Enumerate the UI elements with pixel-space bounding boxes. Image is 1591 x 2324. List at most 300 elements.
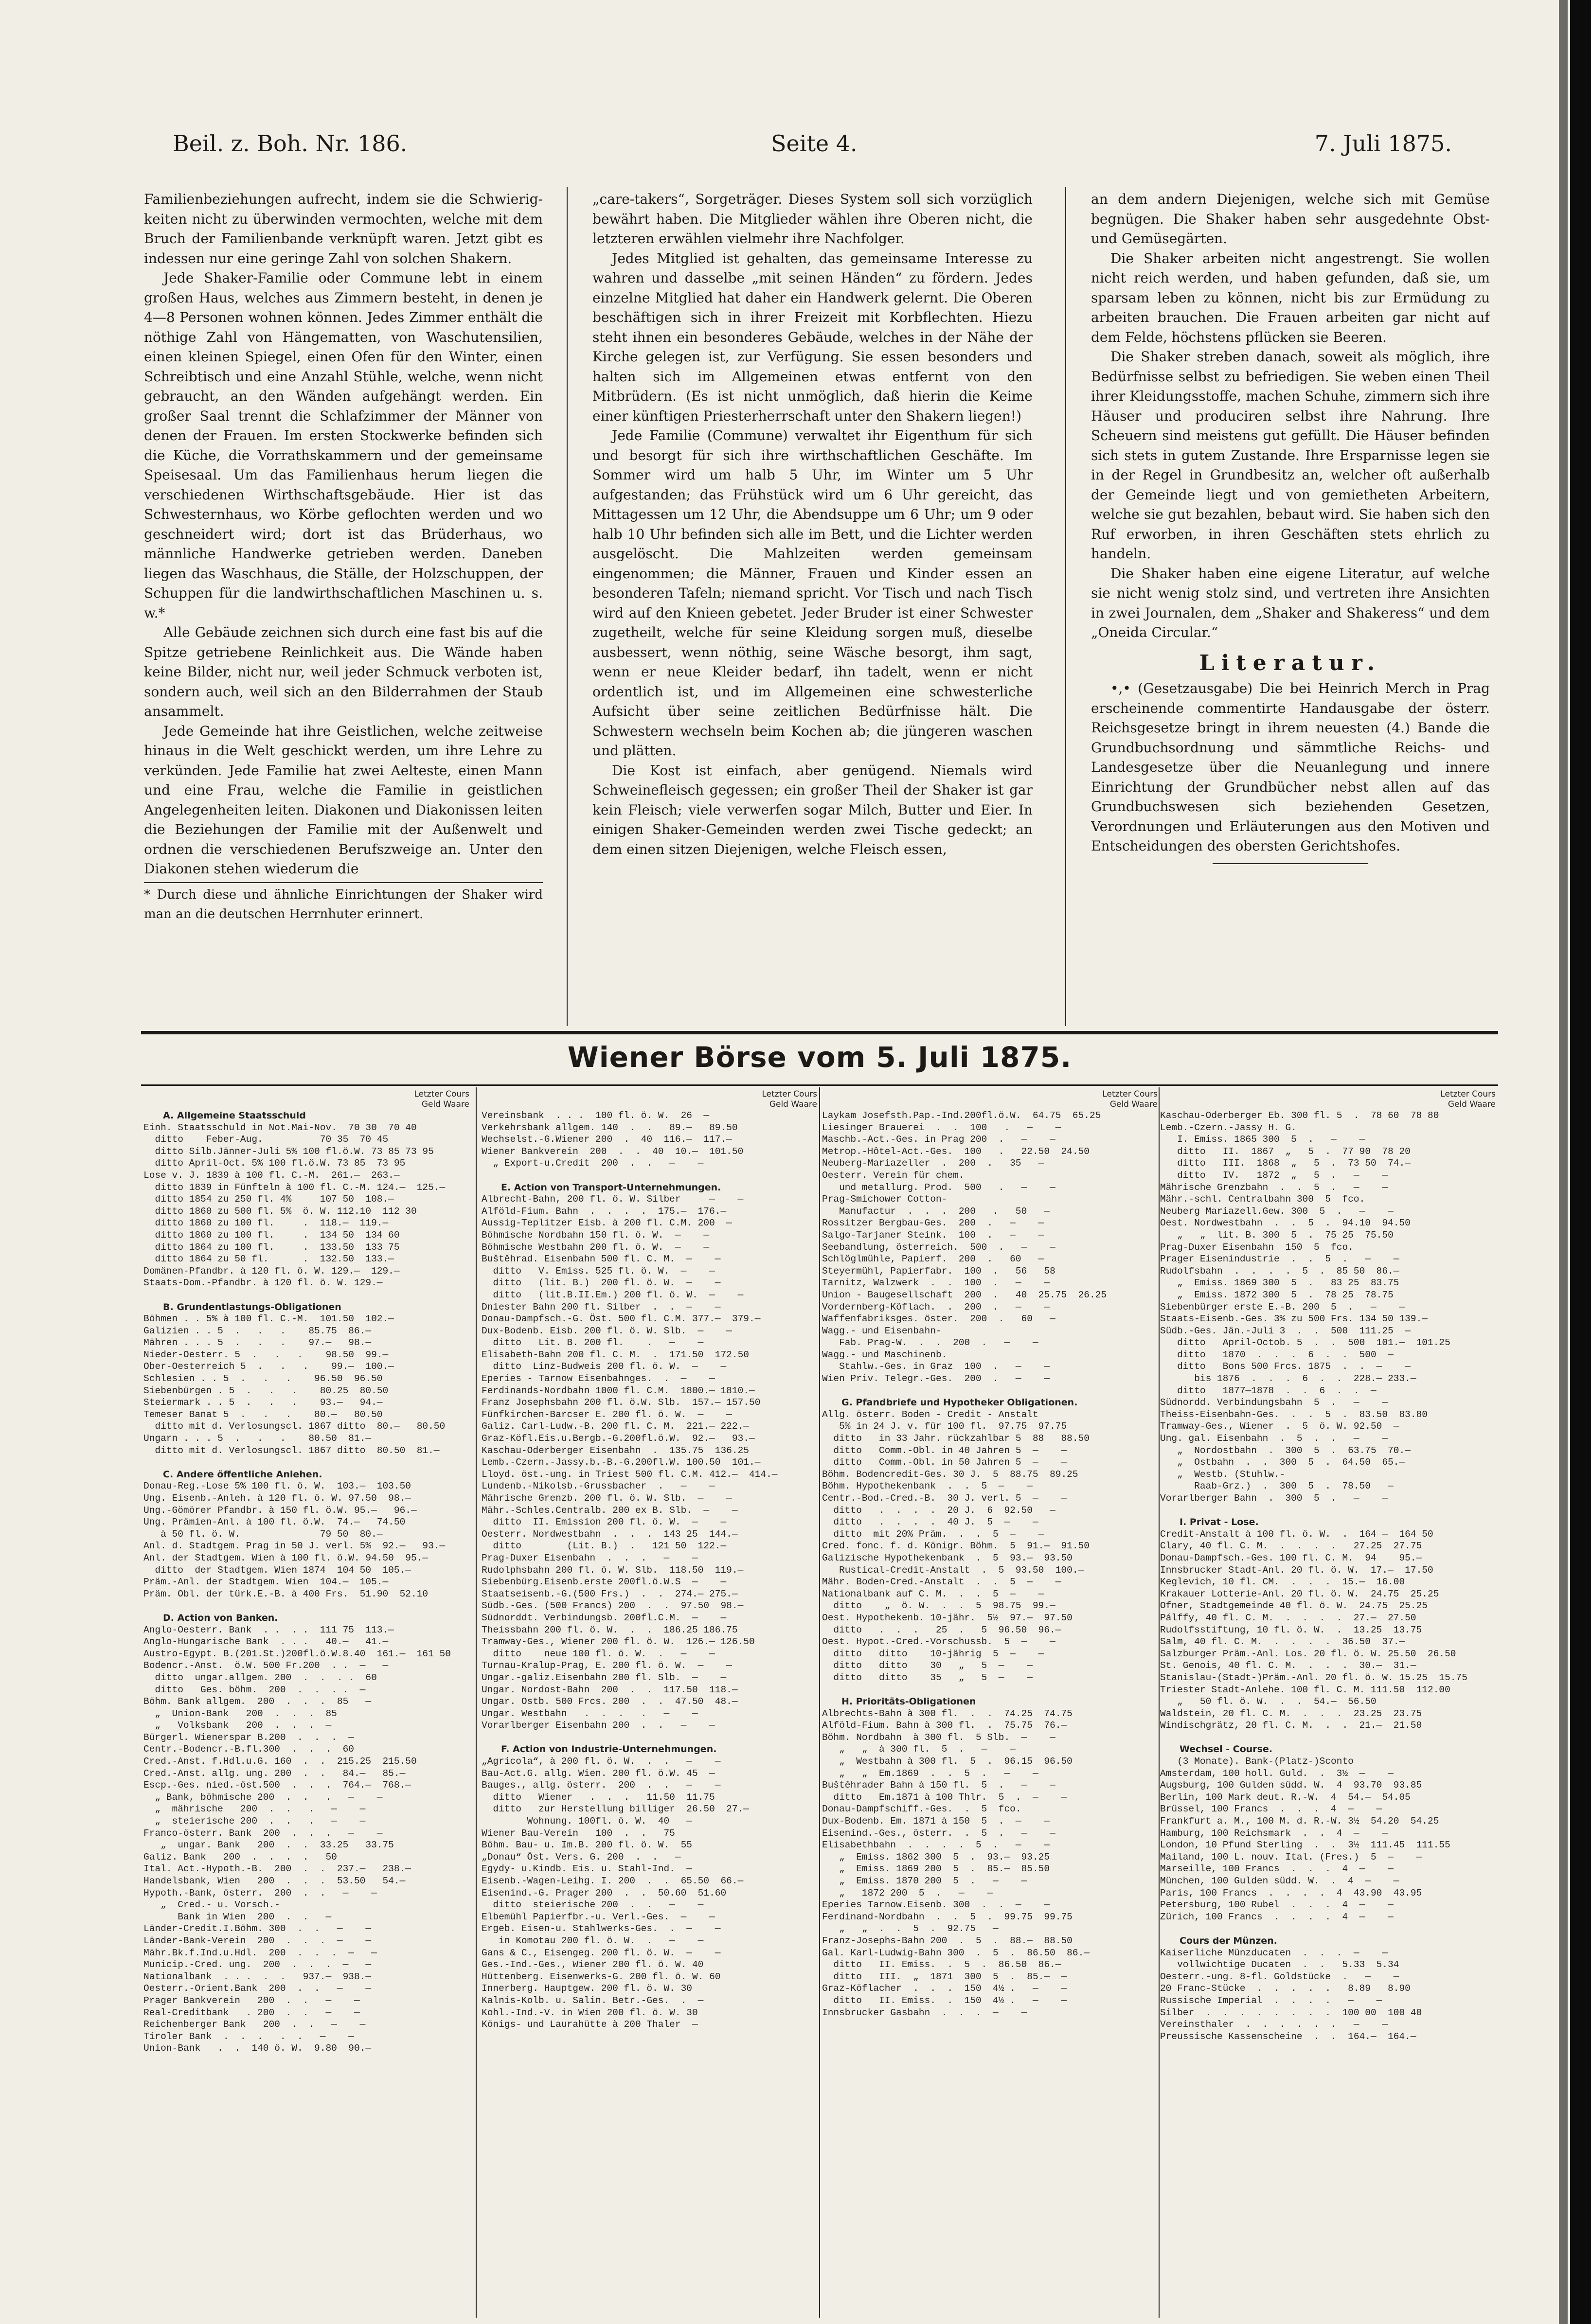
quote-row: Kaschau-Oderberger Eisenbahn . 135.75 136.25 xyxy=(482,1445,749,1456)
quote-row: Ung. Eisenb.-Anleh. à 120 fl. ö. W. 97.50 98.— xyxy=(143,1493,411,1504)
column-divider xyxy=(567,187,568,1026)
section-end-rule xyxy=(1213,863,1368,864)
quote-row: Marseille, 100 Francs . . . 4 — — xyxy=(1160,1863,1394,1875)
quote-row: Innsbrucker Stadt-Anl. 20 fl. ö. W. 17.— 17.50 xyxy=(1160,1564,1433,1576)
quote-row: Nieder-Oesterr. 5 . . . 98.50 99.— xyxy=(143,1349,389,1360)
section-rule xyxy=(141,1084,1498,1086)
quote-row: Böhmen . . 5% à 100 fl. C.-M. 101.50 102.— xyxy=(143,1313,394,1325)
quote-row: „Agricola“, à 200 fl. ö. W. . . — — xyxy=(482,1756,721,1767)
paragraph: Die Shaker arbeiten nicht angestrengt. Sie wollen nicht reich werden, und haben gefunden, daß sie, um sparsam leben zu können, nicht bis zur Ermüdung zu arbeiten brauchen. Die Frauen arbeiten gar nicht auf dem Felde, höchstens pflücken sie Beeren. xyxy=(1091,250,1490,345)
quote-row: Maschb.-Act.-Ges. in Prag 200 . — — xyxy=(822,1134,1055,1145)
quote-row: Neuberg Mariazell.Gew. 300 5 . — — xyxy=(1160,1206,1394,1217)
quote-row: Elbemühl Papierfbr.-u. Verl.-Ges. — — xyxy=(482,1911,715,1922)
quote-row: Mähr.Bk.f.Ind.u.Hdl. 200 . . . — — xyxy=(143,1947,377,1958)
quote-row: Vorarlberger Bahn . 300 5 . — — xyxy=(1160,1493,1388,1504)
paragraph: Familienbeziehungen aufrecht, indem sie die Schwierig-keiten nicht zu überwinden vermochten, welche mit dem Bruch der Familienbande verknüpft waren. Jetzt gibt es indessen nur eine geringe Zahl von solchen Shakern. xyxy=(144,191,543,266)
quote-row: ditto . . . 25 . 5 96.50 96.— xyxy=(822,1624,1061,1635)
quote-row: und metallurg. Prod. 500 . — — xyxy=(822,1182,1055,1193)
quote-row: Anglo-Hungarische Bank . . . 40.— 41.— xyxy=(143,1636,389,1648)
exchange-column xyxy=(143,1089,469,2315)
quote-row: „ Bank, böhmische 200 . . . — — xyxy=(143,1792,383,1803)
quote-row: „ „ à 300 fl. 5 . — — xyxy=(822,1744,1016,1755)
quote-row: Elisabeth-Bahn 200 fl. C. M. . 171.50 172.50 xyxy=(482,1349,749,1360)
quote-row: ditto 1877—1878 . . 6 . . — xyxy=(1160,1385,1376,1396)
quote-row: „ ungar. Bank 200 . . 33.25 33.75 xyxy=(143,1840,394,1851)
quote-row: Wechselst.-G.Wiener 200 . 40 116.— 117.— xyxy=(482,1134,732,1145)
quote-row: (3 Monate). Bank-(Platz-)Sconto xyxy=(1160,1756,1354,1767)
quote-row: Prag-Duxer Eisenbahn . . . — — xyxy=(482,1552,698,1563)
quote-row: Südb.-Ges. Jän.-Juli 3 . . 500 111.25 — xyxy=(1160,1325,1411,1336)
quote-row: Galiz. Carl-Ludw.-B. 200 fl. C. M. 221.— 222.— xyxy=(482,1421,749,1432)
quote-row: Prager Eisenindustrie . . 5 . — — xyxy=(1160,1254,1399,1265)
quote-row: Ung.-Gömörer Pfandbr. à 150 fl. ö.W. 95.— 96.— xyxy=(143,1505,417,1516)
quote-row: Ges.-Ind.-Ges., Wiener 200 fl. ö. W. 40 xyxy=(482,1959,704,1970)
quote-row: Lloyd. öst.-ung. in Triest 500 fl. C.M. 412.— 414.— xyxy=(482,1469,778,1480)
quote-row: Brüssel, 100 Francs . . . 4 — — xyxy=(1160,1804,1382,1815)
quote-row: Ungar. Westbahn . . . . — — xyxy=(482,1708,698,1719)
quote-row: 5% in 24 J. v. für 100 fl. 97.75 97.75 xyxy=(822,1421,1067,1432)
quote-row: Steyermühl, Papierfabr. 100 . 56 58 xyxy=(822,1265,1055,1277)
page-header xyxy=(173,130,1452,164)
quote-row: ditto 1864 zu 50 fl. . 132.50 133.— xyxy=(143,1254,394,1265)
paragraph: Jedes Mitglied ist gehalten, das gemeinsame Interesse zu wahren und dasselbe „mit seinen Händen“ zu fördern. Jedes einzelne Mitglied hat daher ein Handwerk gelernt. Die Oberen beschäftigen sich in ihrer Freizeit mit Korbflechten. Hiezu steht ihnen ein besonderes Gebäude, welches in der Nähe der Kirche gelegen ist, zur Verfügung. Sie essen besonders und halten sich im Allgemeinen etwas entfernt von den Mitbrüdern. (Es ist nicht unmöglich, daß hierin die Keime einer künftigen Priesterherrschaft unter den Shakern liegen!) xyxy=(592,250,1033,424)
quote-row: Hypoth.-Bank, österr. 200 . . — — xyxy=(143,1887,377,1898)
quote-row: Turnau-Kralup-Prag, E. 200 fl. ö. W. — — xyxy=(482,1660,732,1671)
quote-row: Real-Creditbank . 200 . . — — xyxy=(143,2007,360,2018)
quote-row: ditto Bons 500 Frcs. 1875 . . — — xyxy=(1160,1361,1411,1372)
quote-row: Siebenbürgen . 5 . . . 80.25 80.50 xyxy=(143,1385,389,1396)
literatur-text: •,• (Gesetzausgabe) Die bei Heinrich Merch in Prag erscheinende commentirte Handausgabe der österr. Reichsgesetze bringt in ihrem neuesten (4.) Bande die Grundbuchsordnung und sämmtliche Reichs- und Landesgesetze über die Neuanlegung und innere Einrichtung der Grundbücher nebst allen auf das Grundbuchswesen sich beziehenden Gesetzen, Verordnungen und Erläuterungen aus den Motiven und Entscheidungen des obersten Gerichtshofes. xyxy=(1091,680,1490,854)
quote-row: Staatseisenb.-G.(500 Frs.) . . 274.— 275.— xyxy=(482,1588,738,1599)
page-number: Seite 4. xyxy=(771,130,858,157)
quote-row: Tiroler Bank . . . . . — — xyxy=(143,2031,354,2042)
quote-row: Centr.-Bodencr.-B.fl.300 . . . 60 xyxy=(143,1744,354,1755)
quote-row: „ Emiss. 1869 200 5 . 85.— 85.50 xyxy=(822,1863,1050,1875)
quote-row: „ Westb. (Stuhlw.- xyxy=(1160,1469,1286,1480)
spacer xyxy=(482,1732,817,1744)
quote-row: Anglo-Oesterr. Bank . . . . 111 75 113.— xyxy=(143,1624,394,1635)
quote-row: Amsterdam, 100 holl. Guld. . 3½ — — xyxy=(1160,1768,1394,1779)
quote-row: ditto zur Herstellung billiger 26.50 27.— xyxy=(482,1804,749,1815)
literatur-heading: Literatur. xyxy=(1199,650,1382,675)
footnote: * Durch diese und ähnliche Einrichtungen der Shaker wird man an die deutschen Herrnhuter erinnert. xyxy=(144,882,543,924)
quote-row: „ Volksbank 200 . . . — xyxy=(143,1720,332,1731)
quote-row: Frankfurt a. M., 100 M. d. R.-W. 3½ 54.20 54.25 xyxy=(1160,1816,1439,1827)
quote-row: Berlin, 100 Mark deut. R.-W. 4 54.— 54.05 xyxy=(1160,1792,1411,1803)
quote-row: Präm. Obl. der türk.E.-B. à 400 Frs. 51.90 52.10 xyxy=(143,1588,429,1599)
quote-row: Ungarn . . . 5 . . . 80.50 81.— xyxy=(143,1433,372,1444)
quote-row: „ Export-u.Credit 200 . . — — xyxy=(482,1158,704,1169)
quote-row: Graz-Köfl.Eis.u.Bergb.-G.200fl.ö.W. 92.— 93.— xyxy=(482,1433,755,1444)
quote-row: Vorarlberger Eisenbahn 200 . . — — xyxy=(482,1720,715,1731)
quote-row: Domänen-Pfandbr. à 120 fl. ö. W. 129.— 129.— xyxy=(143,1265,400,1277)
quote-row: Allg. österr. Boden - Credit - Anstalt xyxy=(822,1409,1038,1420)
quote-row: ditto 1839 in Fünfteln à 100 fl. C.-M. 124.— 125.— xyxy=(143,1182,446,1193)
quote-row: Eperies - Tarnow Eisenbahnges. . — — xyxy=(482,1373,715,1384)
quote-row: „ 1872 200 5 . — — xyxy=(822,1887,993,1898)
quote-row: ditto . . . . 20 J. 6 92.50 — xyxy=(822,1505,1055,1516)
quote-row: Wagg.- und Maschinenb. xyxy=(822,1349,947,1360)
quote-row: Seebandlung, österreich. 500 . — — xyxy=(822,1242,1055,1253)
quote-row: Temeser Banat 5 . . . 80.— 80.50 xyxy=(143,1409,383,1420)
quote-row: München, 100 Gulden südd. W. . 4 — — xyxy=(1160,1876,1399,1886)
quote-row: Tramway-Ges., Wiener 200 fl. ö. W. 126.— 126.50 xyxy=(482,1636,755,1648)
quote-row: Union-Bank . . 140 ö. W. 9.80 90.— xyxy=(143,2043,372,2054)
quote-row: ditto 1860 zu 500 fl. 5% ö. W. 112.10 112 30 xyxy=(143,1206,417,1217)
quote-row: Tarnitz, Walzwerk . . 100 . — — xyxy=(822,1277,1050,1289)
quote-row: Nationalbank . . . . . 937.— 938.— xyxy=(143,1971,372,1982)
paragraph: Jede Shaker-Familie oder Commune lebt in einem großen Haus, welches aus Zimmern besteht, in denen je 4—8 Personen wohnen können. Jedes Zimmer enthält die nöthige Zahl von Hängematten, von Waschutensilien, einen kleinen Spiegel, einen Ofen für den Winter, einen Schreibtisch und eine Anzahl Stühle, welche, wenn nicht gebraucht, an den Wänden aufgehängt werden. Ein großer Saal trennt die Schlafzimmer der Männer von denen der Frauen. Im ersten Stockwerke befinden sich die Küche, die Vorrathskammern und der gemeinsame Speisesaal. Um das Familienhaus herum liegen die verschiedenen Wirthschaftsgebäude. Hier ist das Schwesternhaus, wo Körbe geflochten werden und wo geschneidert wird; dort ist das Brüderhaus, wo männliche Handwerke getrieben werden. Daneben liegen das Waschhaus, die Ställe, der Holzschuppen, der Schuppen für die landwirthschaftlichen Maschinen u. s. w.* xyxy=(144,270,543,621)
quote-section-heading: D. Action von Banken. xyxy=(163,1612,278,1623)
quote-section-heading: G. Pfandbriefe und Hypotheker Obligationen. xyxy=(841,1397,1078,1408)
quote-row: „ Emiss. 1869 300 5 . 83 25 83.75 xyxy=(1160,1277,1399,1289)
quote-row: Staats-Eisenb.-Ges. 3% zu 500 Frs. 134 50 139.— xyxy=(1160,1313,1428,1325)
quote-row: Böhm. Hypothekenbank . . 5 — — xyxy=(822,1481,1033,1492)
quote-row: Lemb.-Czern.-Jassy.b.-B.-G.200fl.W. 100.50 101.— xyxy=(482,1457,761,1468)
quote-row: Eisenind.-Ges., österr. . 5 . — — xyxy=(822,1827,1055,1839)
quote-row: Theiss-Eisenbahn-Ges. . . 5 . 83.50 83.80 xyxy=(1160,1409,1428,1420)
quote-row: ditto (lit. B.) 200 fl. ö. W. — — xyxy=(482,1277,721,1289)
article-column-3 xyxy=(1091,190,1490,1026)
quote-row: Eisenb.-Wagen-Leihg. I. 200 . . 65.50 66.— xyxy=(482,1876,744,1886)
quote-row: „ steierische 200 . . . — — xyxy=(143,1816,366,1827)
quote-row: Ober-Oesterreich 5 . . . 99.— 100.— xyxy=(143,1361,394,1372)
column-divider xyxy=(476,1087,477,2318)
quote-column-header: Letzter Cours Geld Waare xyxy=(762,1089,817,1109)
quote-row: Lundenb.-Nikolsb.-Grussbacher . — — xyxy=(482,1481,715,1492)
quote-row: „ Union-Bank 200 . . . 85 xyxy=(143,1708,337,1719)
quote-section-heading: I. Privat - Lose. xyxy=(1180,1517,1259,1528)
quote-row: Wiener Bau-Verein 100 . . 75 xyxy=(482,1827,675,1839)
quote-row: ditto Comm.-Obl. in 40 Jahren 5 — — xyxy=(822,1445,1067,1456)
quote-row: Schlöglmühle, Papierf. 200 . 60 — xyxy=(822,1254,1044,1265)
quote-row: Union - Baugesellschaft 200 . 40 25.75 26.25 xyxy=(822,1289,1107,1300)
quote-row: Stahlw.-Ges. in Graz 100 . — — xyxy=(822,1361,1050,1372)
quote-row: Alföld-Fium. Bahn à 300 fl. . 75.75 76.— xyxy=(822,1720,1067,1731)
quote-row: Wohnung. 100fl. ö. W. 40 — xyxy=(482,1816,692,1827)
quote-row: ditto V. Emiss. 525 fl. ö. W. — — xyxy=(482,1265,715,1277)
quote-row: Böhm. Bau- u. Im.B. 200 fl. ö. W. 55 xyxy=(482,1840,692,1851)
quote-row: Zürich, 100 Francs . . . . 4 — — xyxy=(1160,1911,1394,1922)
quote-row: Dux-Bodenb. Em. 1871 à 150 5 . — — xyxy=(822,1816,1050,1827)
quote-row: Albrechts-Bahn à 300 fl. . . 74.25 74.75 xyxy=(822,1708,1073,1719)
paragraph: Die Kost ist einfach, aber genügend. Niemals wird Schweinefleisch gegessen; ein großer Theil der Shaker ist gar kein Fleisch; viele verwerfen sogar Milch, Butter und Eier. In einigen Shaker-Gemeinden werden zwei Tische gedeckt; an dem einen sitzen Diejenigen, welche Fleisch essen, xyxy=(592,762,1033,857)
exchange-column xyxy=(1160,1089,1496,2315)
quote-row: ditto Feber-Aug. 70 35 70 45 xyxy=(143,1134,389,1145)
quote-row: Südnorddt. Verbindungsb. 200fl.C.M. — — xyxy=(482,1612,727,1623)
quote-row: ditto „ ö. W. . . 5 98.75 99.— xyxy=(822,1600,1055,1612)
quote-row: ditto II. Emiss. . 5 . 86.50 86.— xyxy=(822,1959,1061,1970)
paragraph: Die Shaker streben danach, soweit als möglich, ihre Bedürfnisse selbst zu befriedigen. Sie weben einen Theil ihrer Kleidungsstoffe, machen Schuhe, zimmern sich ihre Häuser und produciren selbst ihre Nahrung. Ihre Scheuern sind meistens gut gefüllt. Die Häuser befinden sich stets in gutem Zustande. Ihre Ersparnisse legen sie in der Regel in Grundbesitz an, welcher oft außerhalb der Gemeinde liegt und von gemietheten Arbeitern, welche sie gut bezahlen, bebaut wird. Sie haben sich den Ruf erworben, in ihren Geschäften stets ehrlich zu handeln. xyxy=(1091,349,1490,562)
quote-row: ditto April-Oct. 5% 100 fl.ö.W. 73 85 73 95 xyxy=(143,1158,406,1169)
quote-row: Wiener Bankverein 200 . . 40 10.— 101.50 xyxy=(482,1146,744,1157)
quote-row: Rudolphsbahn 200 fl. ö. W. Slb. 118.50 119.— xyxy=(482,1564,744,1576)
quote-row: ditto 1870 . . . 6 . . 500 — xyxy=(1160,1349,1394,1360)
quote-row: Nationalbank auf C. M. . . 5 — — xyxy=(822,1588,1044,1599)
quote-row: Staats-Dom.-Pfandbr. à 120 fl. ö. W. 129.— xyxy=(143,1277,383,1289)
paragraph: Jede Gemeinde hat ihre Geistlichen, welche zeitweise hinaus in die Welt geschickt werden, um ihre Lehre zu verkünden. Jede Familie hat zwei Aelteste, einen Mann und eine Frau, welche die Familie in geistlichen Angelegenheiten leiten. Diakonen und Diakonissen leiten die Beziehungen der Familie mit der Außenwelt und ordnen die verschiedenen Berufszweige an. Unter den Diakonen stehen wiederum die xyxy=(144,723,543,877)
quote-row: Verkehrsbank allgem. 140 . . 89.— 89.50 xyxy=(482,1122,738,1133)
quote-row: „ 50 fl. ö. W. . . 54.— 56.50 xyxy=(1160,1696,1376,1707)
paragraph: Jede Familie (Commune) verwaltet ihr Eigenthum für sich und besorgt für sich ihre wirthschaftlichen Geschäfte. Im Sommer wird um halb 5 Uhr, im Winter um 5 Uhr aufgestanden; das Frühstück wird um 6 Uhr gereicht, das Mittagessen um 12 Uhr, die Abendsuppe um 6 Uhr; um 9 oder halb 10 Uhr befinden sich alle im Bett, und die Lichter werden ausgelöscht. Die Mahlzeiten werden gemeinsam eingenommen; die Männer, Frauen und Kinder essen an besonderen Tafeln; niemand spricht. Vor Tisch und nach Tisch wird auf den Knieen gebetet. Jeder Bruder ist einer Schwester zugetheilt, welche für seine Kleidung sorgen muß, dieselbe ausbessert, wenn nöthig, seine Wäsche besorgt, ihm sagt, wenn er neue Kleider bedarf, ihn tadelt, wenn er nicht ordentlich ist, und im Allgemeinen eine schwesterliche Aufsicht über seine zeitlichen Bedürfnisse hält. Die Schwestern wechseln beim Kochen ab; die jüngeren waschen und plätten. xyxy=(592,427,1033,759)
quote-row: Silber . . . . . . . . 100 00 100 40 xyxy=(1160,2007,1422,2018)
quote-row: Länder-Bank-Verein 200 . . . — — xyxy=(143,1935,372,1946)
quote-row: Theissbahn 200 fl. ö. W. . . 186.25 186.75 xyxy=(482,1624,738,1635)
quote-row: Salzburger Präm.-Anl. Los. 20 fl. ö. W. 25.50 26.50 xyxy=(1160,1648,1456,1659)
quote-row: Hamburg, 100 Reichsmark . . 4 — — xyxy=(1160,1827,1388,1839)
quote-row: Donau-Dampfsch.-Ges. 100 fl. C. M. 94 95.— xyxy=(1160,1552,1422,1563)
quote-row: Metrop.-Hôtel-Act.-Ges. 100 . 22.50 24.50 xyxy=(822,1146,1090,1157)
quote-row: ditto 1860 zu 100 fl. . 118.— 119.— xyxy=(143,1218,389,1229)
quote-row: Liesinger Brauerei . . 100 . — — xyxy=(822,1122,1061,1133)
quote-row: Laykam Josefsth.Pap.-Ind.200fl.ö.W. 64.75 65.25 xyxy=(822,1110,1101,1121)
quote-row: ditto in 33 Jahr. rückzahlbar 5 88 88.50 xyxy=(822,1433,1090,1444)
quote-row: ditto . . . . 40 J. 5 — — xyxy=(822,1517,1038,1528)
quote-row: Innerberg. Hauptgew. 200 fl. ö. W. 30 xyxy=(482,1983,692,1994)
quote-row: ditto 1864 zu 100 fl. . 133.50 133 75 xyxy=(143,1242,400,1253)
quote-row: Preussische Kassenscheine . . 164.— 164.— xyxy=(1160,2031,1416,2042)
spacer xyxy=(143,1600,469,1612)
quote-row: Ital. Act.-Hypoth.-B. 200 . . 237.— 238.— xyxy=(143,1863,411,1875)
quote-row: Galiz. Bank 200 . . . . 50 xyxy=(143,1851,337,1863)
exchange-column xyxy=(822,1089,1158,2315)
quote-section-heading: B. Grundentlastungs-Obligationen xyxy=(163,1301,341,1313)
quote-row: Bank in Wien 200 . . — xyxy=(143,1911,332,1922)
quote-row: „ Nordostbahn . 300 5 . 63.75 70.— xyxy=(1160,1445,1411,1456)
quote-row: I. Emiss. 1865 300 5 . — — xyxy=(1160,1134,1365,1145)
quote-row: Wien Priv. Telegr.-Ges. 200 . — — xyxy=(822,1373,1050,1384)
quote-row: Galizien . . 5 . . . 85.75 86.— xyxy=(143,1325,372,1336)
quote-row: Stanislau-(Stadt-)Präm.-Anl. 20 fl. ö. W. 15.25 15.75 xyxy=(1160,1672,1467,1683)
quote-row: Ung. gal. Eisenbahn . 5 . . — — xyxy=(1160,1433,1388,1444)
quote-row: à 50 fl. ö. W. 79 50 80.— xyxy=(143,1528,383,1540)
quote-column-header: Letzter Cours Geld Waare xyxy=(1440,1089,1496,1109)
quote-row: Prag-Duxer Eisenbahn 150 5 fco. xyxy=(1160,1242,1354,1253)
quote-row: Krakauer Lotterie-Anl. 20 fl. ö. W. 24.75 25.25 xyxy=(1160,1588,1439,1599)
quote-row: Böhm. Nordbahn à 300 fl. 5 Slb. — — xyxy=(822,1732,1055,1743)
quote-row: Fünfkirchen-Barcser E. 200 fl. ö. W. — — xyxy=(482,1409,732,1420)
quote-row: Waldstein, 20 fl. C. M. . . . 23.25 23.75 xyxy=(1160,1708,1422,1719)
quote-row: Cred.-Anst. allg. ung. 200 . . 84.— 85.— xyxy=(143,1768,406,1779)
issue-date: 7. Juli 1875. xyxy=(1314,130,1452,157)
spacer xyxy=(1160,1923,1496,1935)
quote-row: Ungar. Nordost-Bahn 200 . . 117.50 118.— xyxy=(482,1684,738,1695)
quote-row: ditto neue 100 fl. ö. W. . — — xyxy=(482,1648,715,1659)
quote-row: Ungar.-galiz.Eisenbahn 200 fl. Slb. — — xyxy=(482,1672,727,1683)
quote-row: „Donau“ Öst. Vers. G. 200 . . — xyxy=(482,1851,681,1863)
quote-row: Triester Stadt-Anlehe. 100 fl. C. M. 111.50 112.00 xyxy=(1160,1684,1450,1695)
quote-row: Eisenind.-G. Prager 200 . . 50.60 51.60 xyxy=(482,1887,727,1898)
quote-row: Böhm. Bodencredit-Ges. 30 J. 5 88.75 89.25 xyxy=(822,1469,1078,1480)
boerse-heading: Wiener Börse vom 5. Juli 1875. xyxy=(567,1041,1072,1074)
quote-row: Galizische Hypothekenbank . 5 93.— 93.50 xyxy=(822,1552,1073,1563)
spacer xyxy=(1160,1505,1496,1517)
quote-row: ditto April-Octob. 5 . . 500 101.— 101.25 xyxy=(1160,1337,1450,1348)
quote-row: Buštěhrader Bahn à 150 fl. 5 . — — xyxy=(822,1780,1055,1791)
quote-row: Graz-Köflacher . . . 150 4½ . — — xyxy=(822,1983,1067,1994)
quote-row: Rustical-Credit-Anstalt . 5 93.50 100.— xyxy=(822,1564,1084,1576)
spacer xyxy=(1160,1732,1496,1744)
quote-row: Egydy- u.Kindb. Eis. u. Stahl-Ind. — xyxy=(482,1863,692,1875)
quote-row: ditto II. Emiss. . 150 4½ . — — xyxy=(822,1995,1067,2006)
quote-row: Oesterr.-ung. 8-fl. Goldstücke . — — xyxy=(1160,1971,1399,1982)
quote-row: Böhmische Nordbahn 150 fl. ö. W. — — xyxy=(482,1229,710,1241)
quote-row: Mähr. Boden-Cred.-Anstalt . . 5 — — xyxy=(822,1577,1061,1588)
quote-row: ditto Linz-Budweis 200 fl. ö. W. — — xyxy=(482,1361,727,1372)
quote-row: Salm, 40 fl. C. M. . . . . 36.50 37.— xyxy=(1160,1636,1405,1648)
quote-row: Donau-Dampfschiff.-Ges. . 5 fco. xyxy=(822,1804,1021,1815)
quote-row: Reichenberger Bank 200 . . — — xyxy=(143,2019,366,2030)
quote-row: Pálffy, 40 fl. C. M. . . . . 27.— 27.50 xyxy=(1160,1612,1416,1623)
quote-row: Ungar. Ostb. 500 Frcs. 200 . . 47.50 48.— xyxy=(482,1696,738,1707)
quote-row: Kohl.-Ind.-V. in Wien 200 fl. ö. W. 30 xyxy=(482,2007,698,2018)
quote-row: Centr.-Bod.-Cred.-B. 30 J. verl. 5 — — xyxy=(822,1493,1067,1504)
quote-row: Mährische Grenzb. 200 fl. ö. W. Slb. — — xyxy=(482,1493,732,1504)
scan-border xyxy=(1570,0,1591,2324)
quote-section-heading: E. Action von Transport-Unternehmungen. xyxy=(501,1182,721,1193)
scan-shadow xyxy=(1559,0,1568,2324)
quote-row: ditto ditto 30 „ 5 — — xyxy=(822,1660,1033,1671)
quote-row: Böhmische Westbahn 200 fl. ö. W. — — xyxy=(482,1242,710,1253)
quote-row: Rudolfsstiftung, 10 fl. ö. W. . 13.25 13.75 xyxy=(1160,1624,1422,1635)
quote-row: Oest. Nordwestbahn . . 5 . 94.10 94.50 xyxy=(1160,1218,1411,1229)
quote-row: Clary, 40 fl. C. M. . . . . 27.25 27.75 xyxy=(1160,1541,1422,1552)
quote-row: Mähr.-Schles.Centralb. 200 ex B. Slb. — — xyxy=(482,1505,738,1516)
article-column-1 xyxy=(144,190,543,1026)
quote-row: Manufactur . . . 200 . 50 — xyxy=(822,1206,1050,1217)
quote-row: Lose v. J. 1839 à 100 fl. C.-M. 261.— 263.— xyxy=(143,1170,400,1181)
quote-row: Rudolfsbahn . . . . 5 . 85 50 86.— xyxy=(1160,1265,1399,1277)
spacer xyxy=(822,1684,1158,1696)
quote-row: Escp.-Ges. nied.-öst.500 . . . 764.— 768.— xyxy=(143,1780,411,1791)
quote-row: Bürgerl. Wienerspar B.200 . . . — xyxy=(143,1732,354,1743)
paragraph: an dem andern Diejenigen, welche sich mit Gemüse begnügen. Die Shaker haben sehr ausgedehnte Obst- und Gemüsegärten. xyxy=(1091,191,1490,247)
quote-row: vollwichtige Ducaten . . 5.33 5.34 xyxy=(1160,1959,1399,1970)
quote-row: Steiermark . . 5 . . . 93.— 94.— xyxy=(143,1397,383,1408)
quote-row: ditto II. Emission 200 fl. ö. W. — — xyxy=(482,1517,727,1528)
quote-row: Ofner, Stadtgemeinde 40 fl. ö. W. 24.75 25.25 xyxy=(1160,1600,1428,1612)
quote-row: Südb.-Ges. (500 Francs) 200 . . 97.50 98.— xyxy=(482,1600,744,1612)
quote-section-heading: H. Prioritäts-Obligationen xyxy=(841,1696,976,1707)
quote-row: Albrecht-Bahn, 200 fl. ö. W. Silber — — xyxy=(482,1194,744,1205)
quote-row: Austro-Egypt. B.(201.St.)200fl.ö.W.8.40 161.— 161 50 xyxy=(143,1648,451,1659)
quote-row: Municip.-Cred. ung. 200 . . . — — xyxy=(143,1959,372,1970)
quote-row: ditto ditto 10-jährig 5 — — xyxy=(822,1648,1044,1659)
quote-row: Prager Bankverein 200 . . — — xyxy=(143,1995,360,2006)
quote-row: ditto ditto 35 „ 5 — — xyxy=(822,1672,1033,1683)
quote-column-header: Letzter Cours Geld Waare xyxy=(414,1089,469,1109)
quote-row: Waffenfabriksges. öster. 200 . 60 — xyxy=(822,1313,1055,1325)
spacer xyxy=(143,1289,469,1301)
quote-row: „ Westbahn à 300 fl. 5 . 96.15 96.50 xyxy=(822,1756,1073,1767)
quote-row: Franz Josephsbahn 200 fl. ö.W. Slb. 157.— 157.50 xyxy=(482,1397,761,1408)
quote-row: St. Genois, 40 fl. C. M. . . . 30.— 31.— xyxy=(1160,1660,1416,1671)
quote-row: 20 Franc-Stücke . . . . . 8.89 8.90 xyxy=(1160,1983,1411,1994)
quote-row: Mährische Grenzbahn . . 5 . — — xyxy=(1160,1182,1388,1193)
quote-row: Vordernberg-Köflach. . 200 . — — xyxy=(822,1301,1050,1313)
quote-row: „ Cred.- u. Vorsch.- xyxy=(143,1899,280,1911)
quote-row: Franco-österr. Bank 200 . . . — — xyxy=(143,1827,383,1839)
quote-row: Kaschau-Oderberger Eb. 300 fl. 5 . 78 60 78 80 xyxy=(1160,1110,1439,1121)
column-divider xyxy=(1065,187,1066,1026)
quote-row: Königs- und Laurahütte à 200 Thaler — xyxy=(482,2019,698,2030)
quote-row: Augsburg, 100 Gulden südd. W. 4 93.70 93.85 xyxy=(1160,1780,1422,1791)
quote-row: „ mährische 200 . . . — — xyxy=(143,1804,366,1815)
quote-row: Cred.-Anst. f.Hdl.u.G. 160 . . 215.25 215.50 xyxy=(143,1756,417,1767)
quote-row: London, 10 Pfund Sterling . . 3½ 111.45 111.55 xyxy=(1160,1840,1450,1851)
quote-row: Oest. Hypothekenb. 10-jähr. 5½ 97.— 97.50 xyxy=(822,1612,1073,1623)
quote-row: Salgo-Tarjaner Steink. 100 . — — xyxy=(822,1229,1044,1241)
quote-row: Dux-Bodenb. Eisb. 200 fl. ö. W. Slb. — — xyxy=(482,1325,732,1336)
quote-row: Siebenbürger erste E.-B. 200 5 . — — xyxy=(1160,1301,1405,1313)
quote-row: „ Emiss. 1872 300 5 . 78 25 78.75 xyxy=(1160,1289,1394,1300)
section-rule xyxy=(141,1031,1498,1034)
quote-row: Südnordd. Verbindungsbahn 5 . — — xyxy=(1160,1397,1388,1408)
quote-row: ditto steierische 200 . . — — xyxy=(482,1899,704,1911)
quote-row: Hüttenberg. Eisenwerks-G. 200 fl. ö. W. 60 xyxy=(482,1971,721,1982)
quote-row: ditto der Stadtgem. Wien 1874 104 50 105.— xyxy=(143,1564,411,1576)
quote-row: Mähr.-schl. Centralbahn 300 5 fco. xyxy=(1160,1194,1365,1205)
paragraph: Alle Gebäude zeichnen sich durch eine fast bis auf die Spitze getriebene Reinlichkeit aus. Die Wände haben keine Bilder, nicht nur, weil jeder Schmuck verboten ist, sondern auch, weil sich an den Bilderrahmen der Staub ansammelt. xyxy=(144,624,543,719)
quote-row: „ Emiss. 1870 200 5 . — — xyxy=(822,1876,1027,1886)
quote-row: „ Ostbahn . . 300 5 . 64.50 65.— xyxy=(1160,1457,1405,1468)
quote-column-header: Letzter Cours Geld Waare xyxy=(1102,1089,1158,1109)
quote-row: Ferdinands-Nordbahn 1000 fl. C.M. 1800.— 1810.— xyxy=(482,1385,755,1396)
quote-row: Anl. der Stadtgem. Wien à 100 fl. ö.W. 94.50 95.— xyxy=(143,1552,429,1563)
quote-row: Präm.-Anl. der Stadtgem. Wien 104.— 105.— xyxy=(143,1577,389,1588)
quote-row: ditto (Lit. B.) . 121 50 122.— xyxy=(482,1541,727,1552)
quote-row: „ „ . . 5 . 92.75 — xyxy=(822,1923,999,1934)
quote-row: Gal. Karl-Ludwig-Bahn 300 . 5 . 86.50 86.— xyxy=(822,1947,1090,1958)
quote-row: ditto Wiener . . . 11.50 11.75 xyxy=(482,1792,715,1803)
quote-row: Keglevich, 10 fl. CM. . . . 15.— 16.00 xyxy=(1160,1577,1405,1588)
quote-section-heading: C. Andere öffentliche Anlehen. xyxy=(163,1469,322,1480)
quote-row: Fab. Prag-W. . . 200 . — — xyxy=(822,1337,1038,1348)
quote-row: Eperies Tarnow.Eisenb. 300 . . — — xyxy=(822,1899,1050,1911)
quote-row: ditto mit d. Verlosungscl. 1867 ditto 80.50 81.— xyxy=(143,1445,440,1456)
quote-row: Neuberg-Mariazeller . 200 . 35 — xyxy=(822,1158,1044,1169)
quote-row: Windischgrätz, 20 fl. C. M. . . 21.— 21.50 xyxy=(1160,1720,1422,1731)
quote-row: Bodencr.-Anst. ö.W. 500 Fr.200 . . — — xyxy=(143,1660,389,1671)
quote-row: Franz-Josephs-Bahn 200 . 5 . 88.— 88.50 xyxy=(822,1935,1073,1946)
exchange-column xyxy=(482,1089,817,2315)
issue-label: Beil. z. Boh. Nr. 186. xyxy=(173,130,408,157)
paragraph: „care-takers“, Sorgeträger. Dieses System soll sich vorzüglich bewährt haben. Die Mitglieder wählen ihre Oberen nicht, die letzteren erwählen vielmehr ihre Nachfolger. xyxy=(592,191,1033,247)
quote-row: ditto Ges. böhm. 200 . . . . — xyxy=(143,1684,366,1695)
article-column-2 xyxy=(592,190,1033,1026)
quote-row: ditto IV. 1872 „ 5 . — — xyxy=(1160,1170,1388,1181)
quote-row: Oesterr.-Orient.Bank 200 . . — — xyxy=(143,1983,372,1994)
quote-row: Paris, 100 Francs . . . . 4 43.90 43.95 xyxy=(1160,1887,1422,1898)
quote-row: ditto 1860 zu 100 fl. . 134 50 134 60 xyxy=(143,1229,400,1241)
quote-section-heading: Wechsel - Course. xyxy=(1180,1744,1273,1755)
quote-row: Petersburg, 100 Rubel . . . 4 — — xyxy=(1160,1899,1394,1911)
quote-row: ditto Silb.Jänner-Juli 5% 100 fl.ö.W. 73 85 73 95 xyxy=(143,1146,434,1157)
quote-row: Elisabethbahn . . . . 5 . — — xyxy=(822,1840,1050,1851)
quote-row: Schlesien . . 5 . . . 96.50 96.50 xyxy=(143,1373,383,1384)
quote-row: Oest. Hypot.-Cred.-Vorschussb. 5 — — xyxy=(822,1636,1055,1648)
quote-row: Aussig-Teplitzer Eisb. à 200 fl. C.M. 200 — xyxy=(482,1218,732,1229)
spacer xyxy=(822,1385,1158,1397)
quote-row: ditto Lit. B. 200 fl. . — — xyxy=(482,1337,704,1348)
quote-row: Siebenbürg.Eisenb.erste 200fl.ö.W.S — — xyxy=(482,1577,727,1588)
quote-row: Ung. Prämien-Anl. à 100 fl. ö.W. 74.— 74.50 xyxy=(143,1517,406,1528)
quote-row: Alföld-Fium. Bahn . . . . 175.— 176.— xyxy=(482,1206,727,1217)
quote-row: ditto ungar.allgem. 200 . . . . 60 xyxy=(143,1672,377,1683)
spacer xyxy=(482,1170,817,1182)
quote-row: Bauges., allg. österr. 200 . . — — xyxy=(482,1780,721,1791)
quote-row: ditto mit 20% Präm. . . 5 — — xyxy=(822,1528,1044,1540)
